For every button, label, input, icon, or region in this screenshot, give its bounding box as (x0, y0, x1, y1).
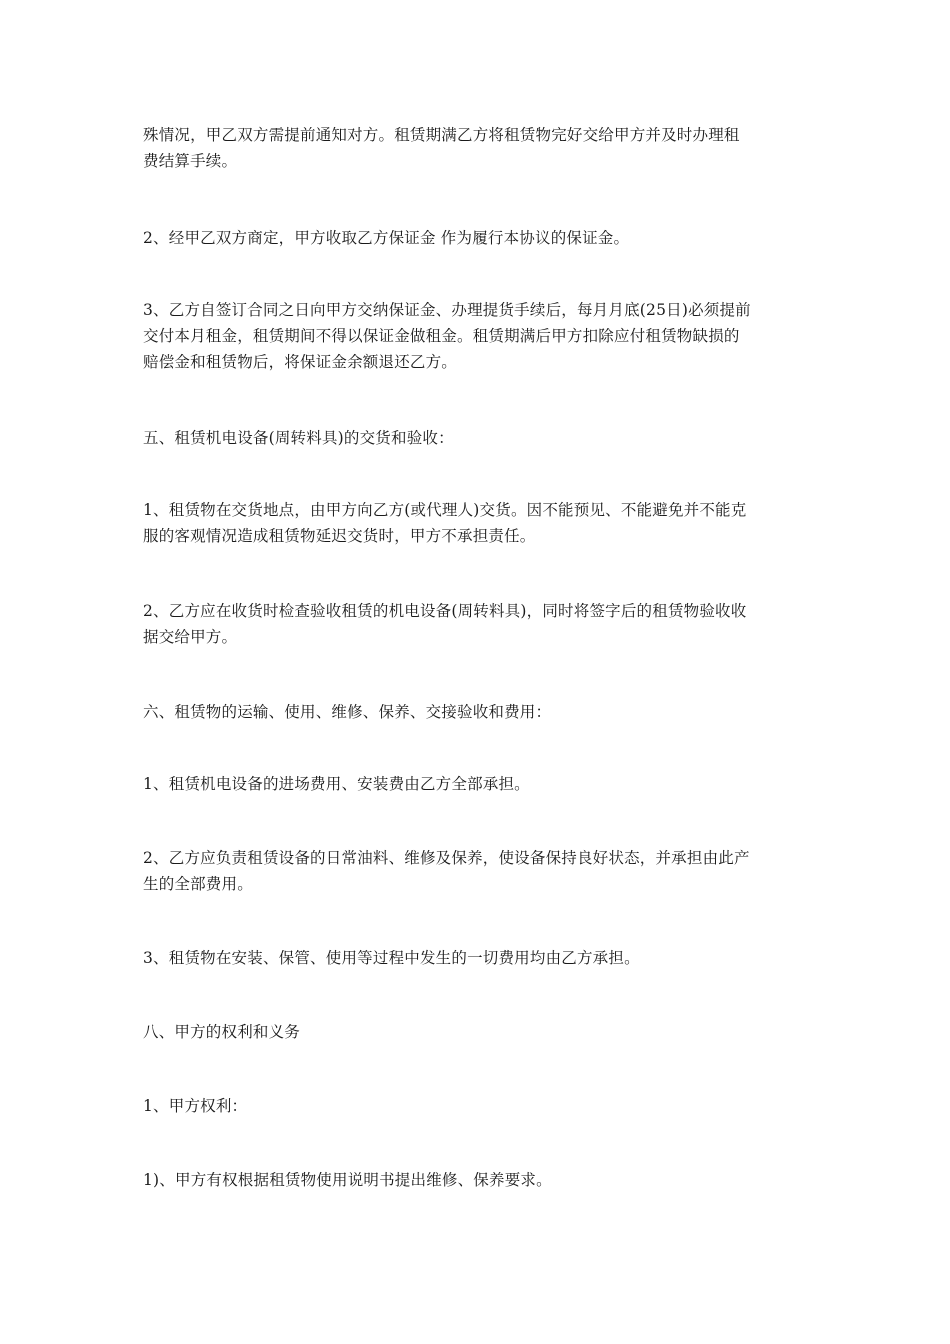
section-heading-transport (143, 699, 813, 725)
text-line: 1、甲方权利： (143, 1097, 248, 1115)
text-line: 殊情况，甲乙双方需提前通知对方。租赁期满乙方将租赁物完好交给甲方并及时办理租 (143, 126, 740, 144)
section-heading-delivery (143, 425, 813, 451)
text-line: 3、乙方自签订合同之日向甲方交纳保证金、办理提货手续后，每月月底(25日)必须提前 (143, 301, 751, 319)
paragraph-maintenance (143, 845, 813, 897)
paragraph-inspection (143, 598, 813, 650)
subheading-party-a-rights (143, 1093, 813, 1119)
text-line: 3、租赁物在安装、保管、使用等过程中发生的一切费用均由乙方承担。 (143, 949, 640, 967)
paragraph-all-costs (143, 945, 813, 971)
text-line: 1、租赁物在交货地点，由甲方向乙方(或代理人)交货。因不能预见、不能避免并不能克 (143, 501, 747, 519)
text-line: 服的客观情况造成租赁物延迟交货时，甲方不承担责任。 (143, 527, 536, 545)
section-heading-party-a (143, 1019, 813, 1045)
paragraph-delivery-location (143, 497, 813, 549)
paragraph-entry-fees (143, 771, 813, 797)
paragraph-deposit-agreement (143, 225, 813, 251)
text-line: 2、经甲乙双方商定，甲方收取乙方保证金 作为履行本协议的保证金。 (143, 229, 630, 247)
text-line: 赔偿金和租赁物后，将保证金余额退还乙方。 (143, 353, 458, 371)
text-line: 生的全部费用。 (143, 875, 253, 893)
paragraph-deposit-payment (143, 297, 813, 375)
paragraph-lease-expiry (143, 122, 813, 174)
text-line: 五、租赁机电设备(周转料具)的交货和验收： (143, 429, 454, 447)
text-line: 2、乙方应在收货时检查验收租赁的机电设备(周转料具)，同时将签字后的租赁物验收收 (143, 602, 747, 620)
text-line: 1)、甲方有权根据租赁物使用说明书提出维修、保养要求。 (143, 1171, 552, 1189)
text-line: 六、租赁物的运输、使用、维修、保养、交接验收和费用： (143, 703, 552, 721)
text-line: 据交给甲方。 (143, 628, 238, 646)
text-line: 八、甲方的权利和义务 (143, 1023, 301, 1041)
text-line: 2、乙方应负责租赁设备的日常油料、维修及保养，使设备保持良好状态，并承担由此产 (143, 849, 750, 867)
text-line: 1、租赁机电设备的进场费用、安装费由乙方全部承担。 (143, 775, 530, 793)
paragraph-maintenance-requirements (143, 1167, 813, 1193)
text-line: 交付本月租金，租赁期间不得以保证金做租金。租赁期满后甲方扣除应付租赁物缺损的 (143, 327, 740, 345)
text-line: 费结算手续。 (143, 152, 238, 170)
